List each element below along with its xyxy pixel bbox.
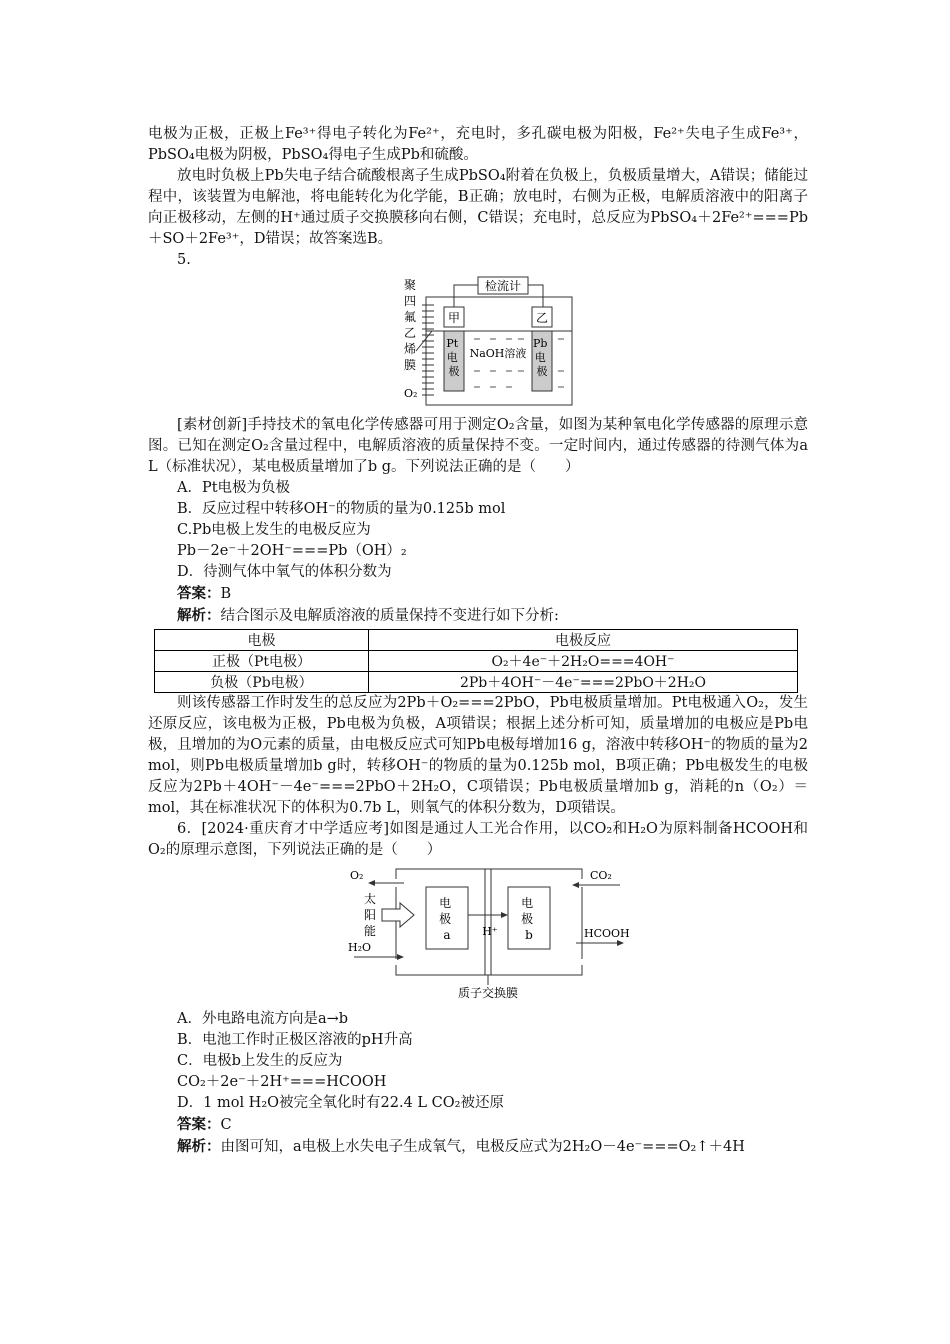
paragraph-1: 电极为正极，正极上Fe³⁺得电子转化为Fe²⁺，充电时，多孔碳电极为阳极，Fe²⁺失电子生成Fe³⁺，PbSO₄电极为阴极，PbSO₄得电子生成Pb和硫酸。 [148, 126, 808, 163]
q5-stem: [素材创新]手持技术的氧电化学传感器可用于测定O₂含量，如图为某种氧电化学传感器的原理示意图。已知在测定O₂含量过程中，电解质溶液的质量保持不变。一定时间内，通过传感器的待测气体为a L（标准状况），某电极质量增加了b g。下列说法正确的是（ ） [148, 417, 808, 475]
svg-text:电 极 b: 电 极 b [521, 896, 534, 942]
hcooh-label: HCOOH [584, 927, 630, 940]
pt-label: Pt 电 极 [446, 337, 460, 378]
table-header-reaction: 电极反应 [369, 630, 798, 651]
q6-option-c-eq: CO₂＋2e⁻＋2H⁺===HCOOH [177, 1074, 387, 1090]
h-ion-label: H⁺ [482, 925, 498, 938]
sun-arrow [382, 903, 414, 927]
table-header-electrode: 电极 [155, 630, 369, 651]
paragraph-2: 放电时负极上Pb失电子结合硫酸根离子生成PbSO₄附着在负极上，负极质量增大，A错误；储能过程中，该装置为电解池，将电能转化为化学能，B正确；放电时，右侧为正极，电解质溶液中的阳离子向正极移动，左侧的H⁺通过质子交换膜移向右侧，C错误；充电时，总反应为PbSO₄＋2Fe²⁺===Pb＋SO＋2Fe³⁺，D错误；故答案选B。 [148, 168, 808, 247]
q5-option-d: D．待测气体中氧气的体积分数为 [177, 564, 392, 580]
meter-label: 检流计 [484, 279, 522, 293]
membrane-label: 质子交换膜 [457, 986, 519, 1000]
q6-option-a: A．外电路电流方向是a→b [177, 1011, 349, 1027]
q5-option-b: B．反应过程中转移OH⁻的物质的量为0.125b mol [177, 501, 506, 517]
membrane-label: 聚 四 氟 乙 烯 膜 [404, 278, 417, 372]
q6-stem: 6．[2024·重庆育才中学适应考]如图是通过人工光合作用，以CO₂和H₂O为原料制备HCOOH和O₂的原理示意图，下列说法正确的是（ ） [148, 821, 808, 858]
o2-label: O₂ [350, 869, 364, 882]
h2o-label: H₂O [348, 941, 372, 954]
solution-label: NaOH溶液 [469, 347, 527, 360]
sensor-figure [398, 275, 808, 411]
photosynthesis-figure [344, 865, 808, 1005]
table-row: 正极（Pt电极） O₂＋4e⁻＋2H₂O===4OH⁻ [155, 651, 798, 672]
q6-answer: 答案：C [177, 1116, 232, 1133]
sun-label: 太 阳 能 [364, 892, 377, 938]
page [148, 124, 808, 1158]
q5-option-c-eq: Pb－2e⁻＋2OH⁻===Pb（OH）₂ [177, 543, 407, 559]
pb-label: Pb 电 极 [533, 337, 548, 378]
q5-explanation: 则该传感器工作时发生的总反应为2Pb＋O₂===2PbO，Pb电极质量增加。Pt电极通入O₂，发生还原反应，该电极为正极，Pb电极为负极，A项错误；根据上述分析可知，质量增加的电极应是Pb电极，且增加的为O元素的质量，由电极反应式可知Pb电极每增加16 g，溶液中转移OH⁻的物质的量为2 mol，则Pb电极质量增加b g时，转移OH⁻的物质的量为0.125b mol，B项正确；Pb电极发生的电极反应为2Pb＋4OH⁻－4e⁻===2PbO＋2H₂O，C项错误；Pb电极质量增加b g，消耗的n（O₂）＝ mol，其在标准状况下的体积为0.7b L，则氧气的体积分数为，D项错误。 [148, 695, 808, 816]
electrode-table [154, 629, 798, 693]
q6-analysis: 解析：由图可知，a电极上水失电子生成氧气，电极反应式为2H₂O－4e⁻===O₂↑＋4H [177, 1138, 745, 1155]
co2-label: CO₂ [590, 869, 612, 882]
membrane-hatch [422, 305, 434, 395]
q5-option-a: A．Pt电极为负极 [177, 480, 291, 496]
q5-answer: 答案：B [177, 585, 232, 602]
wire-right [528, 285, 543, 307]
photosynthesis-diagram [344, 865, 634, 1001]
table-row: 负极（Pb电极） 2Pb＋4OH⁻－4e⁻===2PbO＋2H₂O [155, 672, 798, 693]
sensor-diagram [398, 275, 608, 407]
svg-text:电 极 a: 电 极 a [439, 896, 452, 942]
o2-label: O₂ [404, 387, 418, 400]
wire-left [454, 285, 478, 307]
question-5-number: 5. [177, 252, 191, 268]
q6-option-b: B．电池工作时正极区溶液的pH升高 [177, 1032, 413, 1048]
q5-analysis: 解析：结合图示及电解质溶液的质量保持不变进行如下分析: [177, 607, 559, 624]
jia-label: 甲 [447, 311, 461, 325]
q6-option-d: D．1 mol H₂O被完全氧化时有22.4 L CO₂被还原 [177, 1095, 504, 1111]
q6-option-c: C．电极b上发生的反应为 [177, 1053, 343, 1069]
yi-label: 乙 [535, 311, 549, 325]
q5-option-c: C.Pb电极上发生的电极反应为 [177, 522, 371, 538]
